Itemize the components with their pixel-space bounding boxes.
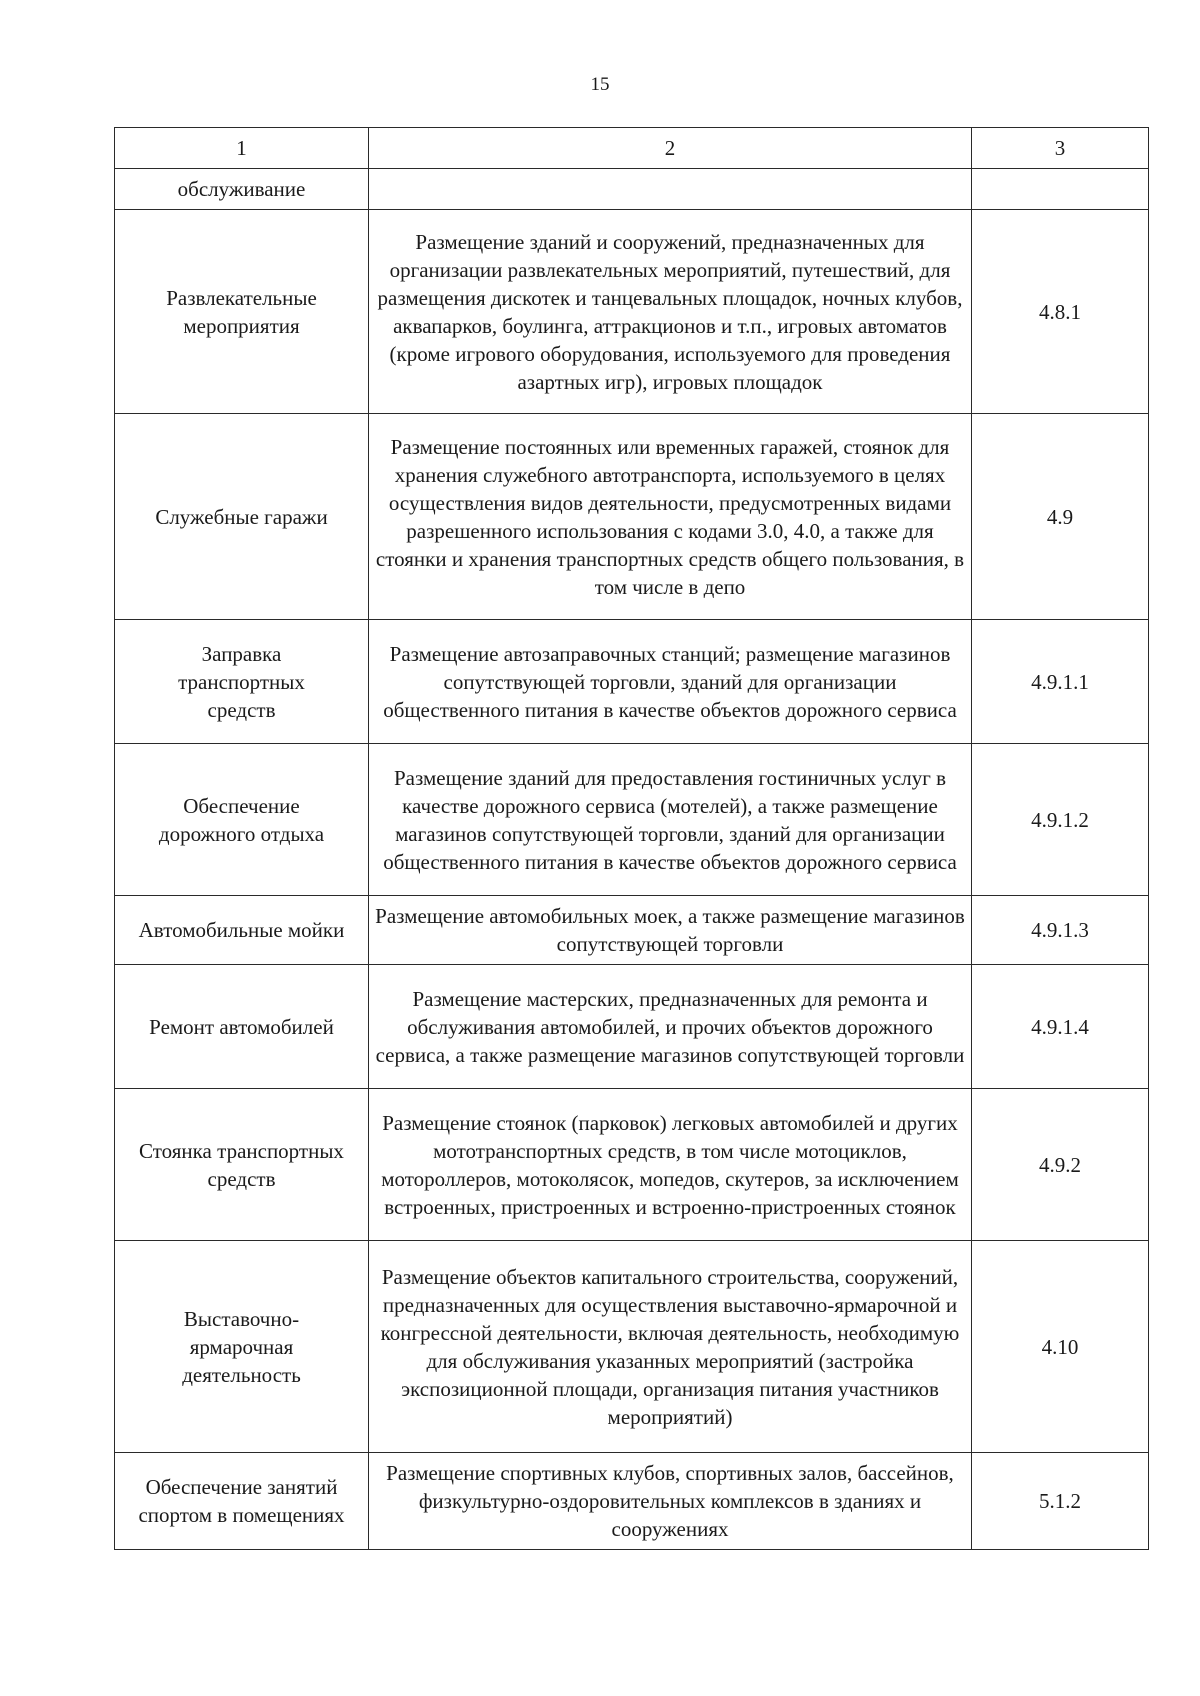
- use-name-cell: Служебные гаражи: [115, 414, 369, 620]
- header-row: [115, 128, 1149, 169]
- use-description-cell: Размещение зданий для предоставления гостиничных услуг в качестве дорожного сервиса (мотелей), а также размещение магазинов сопутствующей торговли, зданий для организации общественного питания в качестве объектов дорожного сервиса: [369, 744, 972, 896]
- table-row: [115, 1089, 1149, 1241]
- use-name-cell: Заправка транспортных средств: [115, 620, 369, 744]
- land-use-table: [114, 127, 1149, 1550]
- table-row: [115, 210, 1149, 414]
- use-description-cell: [369, 169, 972, 210]
- table-row: [115, 414, 1149, 620]
- table-row: [115, 1241, 1149, 1453]
- use-description-cell: Размещение автозаправочных станций; размещение магазинов сопутствующей торговли, зданий для организации общественного питания в качестве объектов дорожного сервиса: [369, 620, 972, 744]
- use-name-cell: Развлекательные мероприятия: [115, 210, 369, 414]
- use-code-cell: 4.9.1.1: [972, 620, 1149, 744]
- use-name-cell: обслуживание: [115, 169, 369, 210]
- column-header-1: 1: [115, 128, 369, 169]
- table-row: [115, 744, 1149, 896]
- use-description-cell: Размещение зданий и сооружений, предназначенных для организации развлекательных мероприятий, путешествий, для размещения дискотек и танцевальных площадок, ночных клубов, аквапарков, боулинга, аттракционов и т.п., игровых автоматов (кроме игрового оборудования, используемого для проведения азартных игр), игровых площадок: [369, 210, 972, 414]
- table-row: [115, 1453, 1149, 1550]
- table-row: [115, 169, 1149, 210]
- table-row: [115, 896, 1149, 965]
- use-code-cell: 4.9.1.2: [972, 744, 1149, 896]
- use-name-cell: Обеспечение занятий спортом в помещениях: [115, 1453, 369, 1550]
- use-code-cell: 4.9: [972, 414, 1149, 620]
- page-number: 15: [590, 74, 610, 95]
- use-description-cell: Размещение автомобильных моек, а также размещение магазинов сопутствующей торговли: [369, 896, 972, 965]
- use-code-cell: 4.9.1.3: [972, 896, 1149, 965]
- table-row: [115, 620, 1149, 744]
- use-name-cell: Ремонт автомобилей: [115, 965, 369, 1089]
- use-code-cell: 4.10: [972, 1241, 1149, 1453]
- table-row: [115, 965, 1149, 1089]
- use-description-cell: Размещение спортивных клубов, спортивных залов, бассейнов, физкультурно-оздоровительных комплексов в зданиях и сооружениях: [369, 1453, 972, 1550]
- use-name-cell: Стоянка транспортных средств: [115, 1089, 369, 1241]
- use-code-cell: 5.1.2: [972, 1453, 1149, 1550]
- use-description-cell: Размещение стоянок (парковок) легковых автомобилей и других мототранспортных средств, в том числе мотоциклов, мотороллеров, мотоколясок, мопедов, скутеров, за исключением встроенных, пристроенных и встроенно-пристроенных стоянок: [369, 1089, 972, 1241]
- use-code-cell: 4.9.2: [972, 1089, 1149, 1241]
- use-description-cell: Размещение мастерских, предназначенных для ремонта и обслуживания автомобилей, и прочих объектов дорожного сервиса, а также размещение магазинов сопутствующей торговли: [369, 965, 972, 1089]
- use-name-cell: Автомобильные мойки: [115, 896, 369, 965]
- column-header-2: 2: [369, 128, 972, 169]
- use-code-cell: 4.8.1: [972, 210, 1149, 414]
- use-code-cell: 4.9.1.4: [972, 965, 1149, 1089]
- column-header-3: 3: [972, 128, 1149, 169]
- use-code-cell: [972, 169, 1149, 210]
- use-description-cell: Размещение постоянных или временных гаражей, стоянок для хранения служебного автотранспорта, используемого в целях осуществления видов деятельности, предусмотренных видами разрешенного использования с кодами 3.0, 4.0, а также для стоянки и хранения транспортных средств общего пользования, в том числе в депо: [369, 414, 972, 620]
- use-description-cell: Размещение объектов капитального строительства, сооружений, предназначенных для осуществления выставочно-ярмарочной и конгрессной деятельности, включая деятельность, необходимую для обслуживания указанных мероприятий (застройка экспозиционной площади, организация питания участников мероприятий): [369, 1241, 972, 1453]
- use-name-cell: Выставочно-ярмарочная деятельность: [115, 1241, 369, 1453]
- use-name-cell: Обеспечение дорожного отдыха: [115, 744, 369, 896]
